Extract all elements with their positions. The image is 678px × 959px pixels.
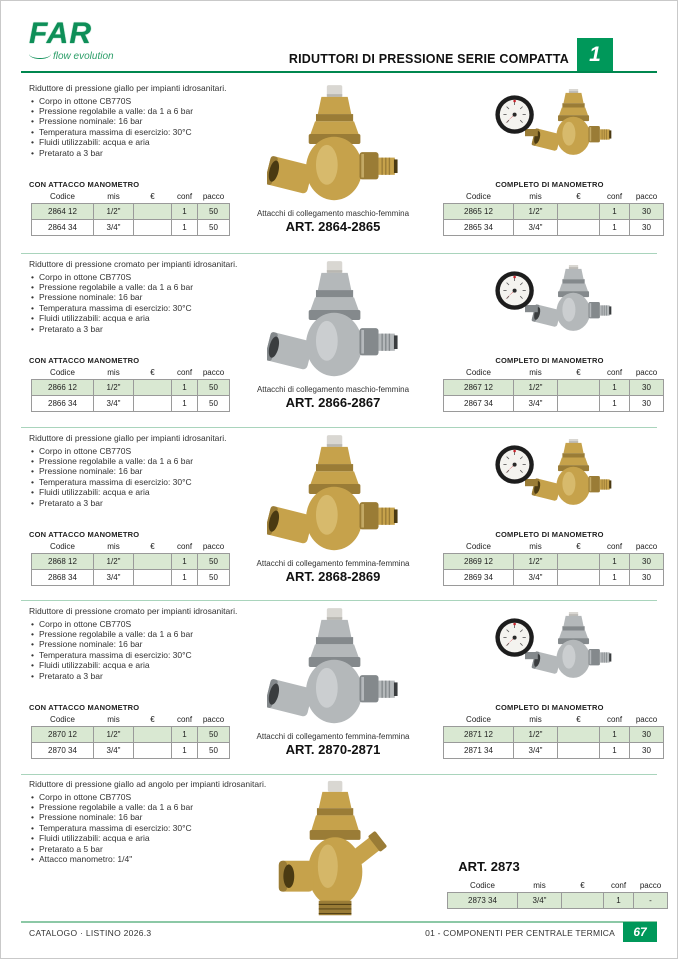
section-divider [21, 600, 657, 601]
col-pacco: pacco [635, 368, 658, 377]
cell-conf: 1 [604, 893, 634, 909]
valve-product-image [267, 435, 403, 558]
cell-codice: 2867 12 [444, 380, 514, 396]
col-euro: € [576, 192, 581, 201]
col-euro: € [576, 368, 581, 377]
cell-mis: 1/2" [94, 554, 134, 570]
cell-euro [134, 554, 172, 570]
col-conf: conf [176, 192, 193, 201]
table-row [32, 743, 230, 759]
valve-gauge-product-image [493, 439, 621, 524]
cell-codice: 2866 12 [32, 380, 94, 396]
cell-pacco: 30 [630, 204, 664, 220]
cell-mis: 3/4" [514, 396, 558, 412]
cell-conf: 1 [172, 743, 198, 759]
article-number: ART. 2868-2869 [285, 569, 381, 584]
cell-euro [134, 220, 172, 236]
product-description [29, 83, 281, 158]
col-pacco: pacco [635, 715, 658, 724]
cell-codice: 2871 34 [444, 743, 514, 759]
col-euro: € [576, 542, 581, 551]
price-table-left [31, 542, 230, 586]
cell-mis: 3/4" [94, 220, 134, 236]
page-number-badge: 67 [623, 922, 657, 942]
cell-conf: 1 [600, 396, 630, 412]
table-header-row [444, 715, 664, 727]
feature-item: • Corpo in ottone CB770S [31, 619, 281, 629]
feature-item: • Attacco manometro: 1/4" [31, 854, 281, 864]
feature-item: • Pressione nominale: 16 bar [31, 812, 281, 822]
price-table-right [443, 368, 664, 412]
col-mis: mis [529, 542, 542, 551]
connection-caption: Attacchi di collegamento maschio-femmina [256, 209, 410, 218]
cell-codice: 2868 34 [32, 570, 94, 586]
cell-euro [558, 220, 600, 236]
cell-conf: 1 [172, 570, 198, 586]
cell-euro [134, 396, 172, 412]
cell-euro [134, 743, 172, 759]
cell-pacco: 50 [198, 396, 230, 412]
left-table-label: CON ATTACCO MANOMETRO [29, 356, 140, 365]
feature-list [29, 619, 281, 681]
left-table-label: CON ATTACCO MANOMETRO [29, 180, 140, 189]
table-row [444, 570, 664, 586]
far-logo [29, 19, 114, 62]
feature-item: • Pressione regolabile a valle: da 1 a 6 bar [31, 629, 281, 639]
product-description [29, 606, 281, 681]
cell-mis: 3/4" [94, 743, 134, 759]
cell-euro [558, 204, 600, 220]
article-number: ART. 2864-2865 [285, 219, 381, 234]
cell-codice: 2867 34 [444, 396, 514, 412]
cell-conf: 1 [600, 570, 630, 586]
cell-pacco: 50 [198, 220, 230, 236]
table-header-row [444, 542, 664, 554]
col-conf: conf [176, 368, 193, 377]
brass-valve-gauge-icon [493, 89, 621, 169]
article-number: ART. 2870-2871 [285, 742, 381, 757]
cell-conf: 1 [172, 554, 198, 570]
cell-conf: 1 [600, 743, 630, 759]
cell-conf: 1 [172, 220, 198, 236]
connection-caption: Attacchi di collegamento femmina-femmina [256, 559, 410, 568]
left-table-label: CON ATTACCO MANOMETRO [29, 703, 140, 712]
cell-euro [558, 380, 600, 396]
table-header-row [444, 192, 664, 204]
col-conf: conf [176, 715, 193, 724]
valve-product-image [267, 608, 403, 731]
col-pacco: pacco [202, 192, 225, 201]
feature-item: • Fluidi utilizzabili: acqua e aria [31, 660, 281, 670]
cell-conf: 1 [172, 727, 198, 743]
cell-euro [558, 743, 600, 759]
col-mis: mis [107, 542, 120, 551]
feature-item: • Pressione nominale: 16 bar [31, 292, 281, 302]
feature-item: • Pretarato a 3 bar [31, 324, 281, 334]
feature-item: • Pretarato a 3 bar [31, 498, 281, 508]
feature-item: • Pressione nominale: 16 bar [31, 639, 281, 649]
feature-item: • Temperatura massima di esercizio: 30°C [31, 823, 281, 833]
cell-conf: 1 [600, 380, 630, 396]
chapter-number-badge: 1 [577, 38, 613, 71]
product-section-2873 [1, 779, 677, 921]
table-row [444, 727, 664, 743]
cell-euro [134, 570, 172, 586]
feature-item: • Pressione regolabile a valle: da 1 a 6 bar [31, 456, 281, 466]
cell-pacco: 50 [198, 204, 230, 220]
cell-pacco: 30 [630, 380, 664, 396]
brass-valve-gauge-icon [493, 439, 621, 519]
valve-gauge-product-image [493, 89, 621, 174]
table-header-row [32, 368, 230, 380]
cell-pacco: 50 [198, 380, 230, 396]
feature-item: • Fluidi utilizzabili: acqua e aria [31, 313, 281, 323]
product-description [29, 433, 281, 508]
far-logo-text: FAR [29, 17, 92, 50]
col-codice: Codice [50, 192, 75, 201]
col-codice: Codice [466, 542, 491, 551]
valve-gauge-product-image [493, 612, 621, 697]
cell-pacco: 50 [198, 554, 230, 570]
col-euro: € [150, 368, 155, 377]
chrome-valve-gauge-icon [493, 265, 621, 345]
col-euro: € [576, 715, 581, 724]
feature-item: • Pressione regolabile a valle: da 1 a 6 bar [31, 106, 281, 116]
cell-pacco: 50 [198, 570, 230, 586]
connection-caption: Attacchi di collegamento femmina-femmina [256, 732, 410, 741]
cell-mis: 3/4" [514, 743, 558, 759]
table-header-row [32, 715, 230, 727]
table-row [444, 396, 664, 412]
feature-item: • Pretarato a 3 bar [31, 148, 281, 158]
col-mis: mis [107, 715, 120, 724]
col-euro: € [580, 881, 585, 890]
logo-tagline: flow evolution [53, 51, 114, 62]
product-description [29, 259, 281, 334]
col-pacco: pacco [635, 192, 658, 201]
table-row [32, 727, 230, 743]
col-conf: conf [606, 192, 623, 201]
feature-item: • Temperatura massima di esercizio: 30°C [31, 477, 281, 487]
cell-codice: 2873 34 [448, 893, 518, 909]
cell-codice: 2870 34 [32, 743, 94, 759]
cell-conf: 1 [172, 204, 198, 220]
feature-item: • Temperatura massima di esercizio: 30°C [31, 127, 281, 137]
cell-euro [558, 727, 600, 743]
table-row [448, 893, 668, 909]
feature-item: • Pressione regolabile a valle: da 1 a 6 bar [31, 282, 281, 292]
section-divider [21, 774, 657, 775]
col-mis: mis [107, 368, 120, 377]
price-table-right [447, 881, 668, 909]
feature-item: • Pressione nominale: 16 bar [31, 116, 281, 126]
table-row [444, 204, 664, 220]
product-title: Riduttore di pressione giallo per impianti idrosanitari. [29, 83, 227, 93]
price-table-left [31, 715, 230, 759]
product-title: Riduttore di pressione cromato per impianti idrosanitari. [29, 606, 238, 616]
feature-item: • Corpo in ottone CB770S [31, 96, 281, 106]
col-codice: Codice [50, 715, 75, 724]
table-row [444, 554, 664, 570]
col-euro: € [150, 542, 155, 551]
valve-product-image [267, 261, 403, 384]
col-conf: conf [606, 542, 623, 551]
table-row [32, 220, 230, 236]
col-euro: € [150, 715, 155, 724]
chrome-valve-icon [267, 261, 403, 379]
col-pacco: pacco [639, 881, 662, 890]
page-title: RIDUTTORI DI PRESSIONE SERIE COMPATTA [288, 52, 569, 66]
feature-item: • Fluidi utilizzabili: acqua e aria [31, 137, 281, 147]
feature-item: • Fluidi utilizzabili: acqua e aria [31, 833, 281, 843]
product-section-2870-2871 [1, 606, 677, 775]
table-row [444, 380, 664, 396]
cell-conf: 1 [172, 396, 198, 412]
right-table-label: COMPLETO DI MANOMETRO [495, 703, 604, 712]
cell-euro [562, 893, 604, 909]
table-row [444, 220, 664, 236]
product-section-2864-2865 [1, 83, 677, 254]
brass-angle-valve-icon [277, 779, 395, 919]
table-header-row [32, 192, 230, 204]
feature-list [29, 446, 281, 508]
col-conf: conf [610, 881, 627, 890]
cell-conf: 1 [172, 380, 198, 396]
col-euro: € [150, 192, 155, 201]
header-rule [21, 71, 657, 73]
left-table-label: CON ATTACCO MANOMETRO [29, 530, 140, 539]
cell-mis: 1/2" [514, 554, 558, 570]
col-mis: mis [529, 368, 542, 377]
cell-mis: 1/2" [94, 380, 134, 396]
product-description [29, 779, 281, 864]
article-number: ART. 2866-2867 [285, 395, 381, 410]
cell-euro [134, 727, 172, 743]
cell-pacco: 30 [630, 220, 664, 236]
cell-euro [558, 554, 600, 570]
cell-codice: 2871 12 [444, 727, 514, 743]
cell-conf: 1 [600, 554, 630, 570]
cell-euro [134, 204, 172, 220]
table-row [32, 396, 230, 412]
price-table-left [31, 368, 230, 412]
table-row [32, 570, 230, 586]
cell-conf: 1 [600, 220, 630, 236]
cell-pacco: 30 [630, 570, 664, 586]
table-header-row [444, 368, 664, 380]
price-table-right [443, 542, 664, 586]
col-pacco: pacco [202, 368, 225, 377]
feature-list [29, 96, 281, 158]
product-section-2868-2869 [1, 433, 677, 601]
cell-mis: 1/2" [514, 380, 558, 396]
table-row [444, 743, 664, 759]
table-row [32, 554, 230, 570]
valve-product-image [267, 85, 403, 208]
cell-codice: 2864 12 [32, 204, 94, 220]
feature-item: • Pressione nominale: 16 bar [31, 466, 281, 476]
feature-item: • Fluidi utilizzabili: acqua e aria [31, 487, 281, 497]
cell-pacco: 50 [198, 743, 230, 759]
feature-list [29, 792, 281, 865]
footer-catalog-label: CATALOGO · LISTINO 2026.3 [29, 928, 152, 938]
feature-item: • Temperatura massima di esercizio: 30°C [31, 650, 281, 660]
brass-valve-icon [267, 435, 403, 553]
connection-caption: Attacchi di collegamento maschio-femmina [256, 385, 410, 394]
table-header-row [448, 881, 668, 893]
cell-mis: 3/4" [94, 396, 134, 412]
col-codice: Codice [466, 368, 491, 377]
cell-euro [558, 570, 600, 586]
cell-codice: 2868 12 [32, 554, 94, 570]
feature-item: • Temperatura massima di esercizio: 30°C [31, 303, 281, 313]
right-table-label: COMPLETO DI MANOMETRO [495, 180, 604, 189]
cell-pacco: 30 [630, 396, 664, 412]
col-conf: conf [176, 542, 193, 551]
feature-item: • Pressione regolabile a valle: da 1 a 6 bar [31, 802, 281, 812]
cell-pacco: 30 [630, 554, 664, 570]
cell-codice: 2869 34 [444, 570, 514, 586]
col-mis: mis [529, 715, 542, 724]
col-codice: Codice [466, 192, 491, 201]
col-codice: Codice [50, 368, 75, 377]
cell-codice: 2865 34 [444, 220, 514, 236]
table-row [32, 380, 230, 396]
cell-pacco: - [634, 893, 668, 909]
cell-mis: 3/4" [514, 570, 558, 586]
price-table-right [443, 192, 664, 236]
col-pacco: pacco [202, 542, 225, 551]
angle-valve-product-image [277, 779, 395, 924]
cell-codice: 2870 12 [32, 727, 94, 743]
product-section-2866-2867 [1, 259, 677, 428]
col-pacco: pacco [635, 542, 658, 551]
col-mis: mis [533, 881, 546, 890]
section-divider [21, 253, 657, 254]
product-title: Riduttore di pressione giallo per impianti idrosanitari. [29, 433, 227, 443]
col-mis: mis [529, 192, 542, 201]
feature-list [29, 272, 281, 334]
col-mis: mis [107, 192, 120, 201]
chrome-valve-gauge-icon [493, 612, 621, 692]
feature-item: • Pretarato a 3 bar [31, 671, 281, 681]
cell-codice: 2865 12 [444, 204, 514, 220]
article-number: ART. 2873 [458, 859, 520, 874]
feature-item: • Corpo in ottone CB770S [31, 792, 281, 802]
cell-mis: 3/4" [94, 570, 134, 586]
logo-swoosh-icon [29, 49, 51, 59]
cell-pacco: 30 [630, 727, 664, 743]
right-table-label: COMPLETO DI MANOMETRO [495, 530, 604, 539]
price-table-left [31, 192, 230, 236]
feature-item: • Corpo in ottone CB770S [31, 272, 281, 282]
cell-codice: 2869 12 [444, 554, 514, 570]
right-table-label: COMPLETO DI MANOMETRO [495, 356, 604, 365]
footer-chapter-label: 01 - COMPONENTI PER CENTRALE TERMICA [425, 928, 615, 938]
cell-mis: 1/2" [94, 727, 134, 743]
product-title: Riduttore di pressione giallo ad angolo per impianti idrosanitari. [29, 779, 267, 789]
col-codice: Codice [466, 715, 491, 724]
col-conf: conf [606, 715, 623, 724]
cell-pacco: 50 [198, 727, 230, 743]
table-row [32, 204, 230, 220]
valve-gauge-product-image [493, 265, 621, 350]
cell-mis: 3/4" [514, 220, 558, 236]
table-header-row [32, 542, 230, 554]
cell-pacco: 30 [630, 743, 664, 759]
col-conf: conf [606, 368, 623, 377]
product-title: Riduttore di pressione cromato per impianti idrosanitari. [29, 259, 238, 269]
cell-mis: 1/2" [514, 727, 558, 743]
cell-codice: 2866 34 [32, 396, 94, 412]
col-codice: Codice [50, 542, 75, 551]
chrome-valve-icon [267, 608, 403, 726]
brass-valve-icon [267, 85, 403, 203]
col-codice: Codice [470, 881, 495, 890]
cell-mis: 1/2" [94, 204, 134, 220]
cell-conf: 1 [600, 204, 630, 220]
col-pacco: pacco [202, 715, 225, 724]
feature-item: • Pretarato a 5 bar [31, 844, 281, 854]
cell-codice: 2864 34 [32, 220, 94, 236]
feature-item: • Corpo in ottone CB770S [31, 446, 281, 456]
cell-mis: 1/2" [514, 204, 558, 220]
price-table-right [443, 715, 664, 759]
section-divider [21, 427, 657, 428]
cell-euro [558, 396, 600, 412]
cell-euro [134, 380, 172, 396]
cell-mis: 3/4" [518, 893, 562, 909]
footer-rule [21, 921, 657, 923]
cell-conf: 1 [600, 727, 630, 743]
